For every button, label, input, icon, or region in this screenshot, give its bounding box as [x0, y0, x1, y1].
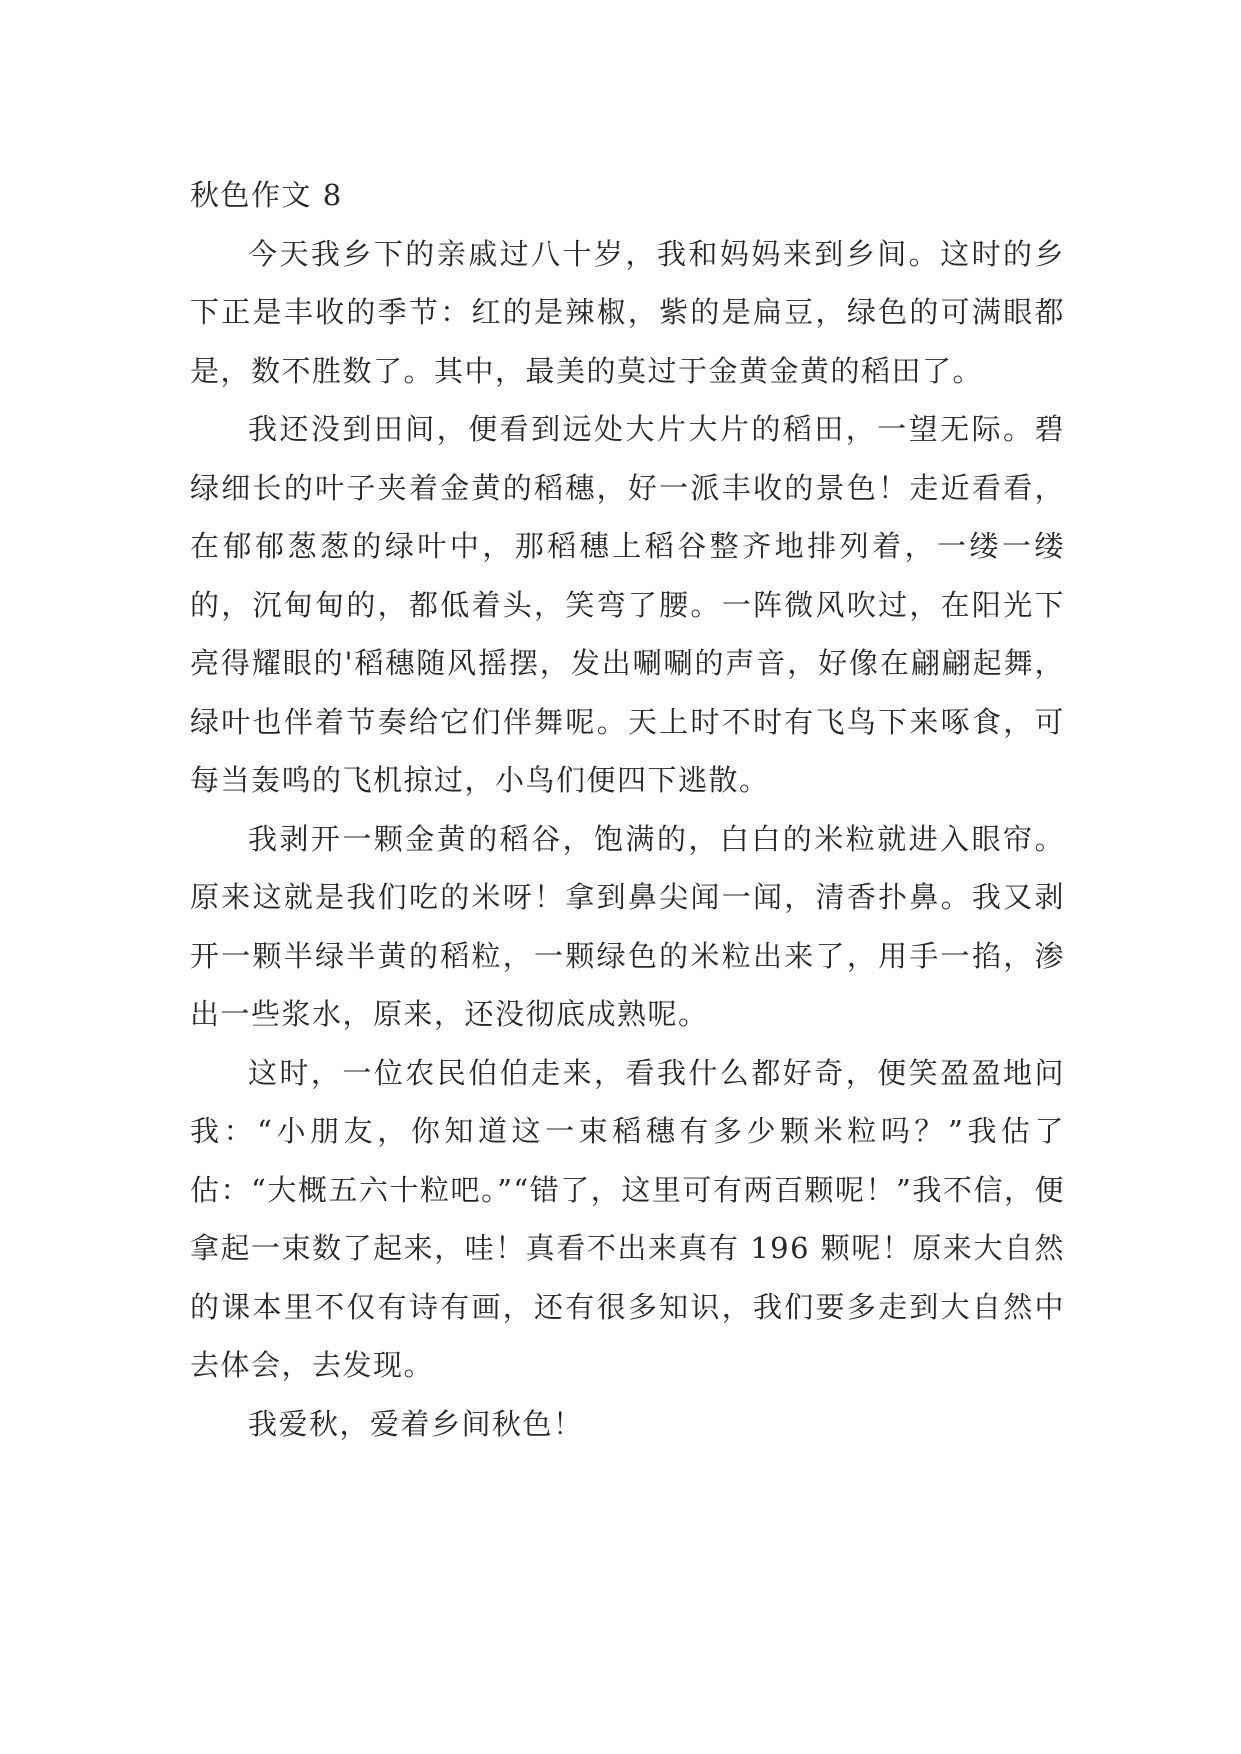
document-title: 秋色作文 8: [190, 178, 343, 212]
paragraph-3: 我剥开一颗金黄的稻谷，饱满的，白白的米粒就进入眼帘。原来这就是我们吃的米呀！拿到鼻尖闻一闻，清香扑鼻。我又剥开一颗半绿半黄的稻粒，一颗绿色的米粒出来了，用手一掐，渗出一些浆水，原来，还没彻底成熟呢。: [190, 821, 1065, 1031]
paragraph-1: 今天我乡下的亲戚过八十岁，我和妈妈来到乡间。这时的乡下正是丰收的季节：红的是辣椒，紫的是扁豆，绿色的可满眼都是，数不胜数了。其中，最美的莫过于金黄金黄的稻田了。: [190, 236, 1065, 388]
paragraph-2: 我还没到田间，便看到远处大片大片的稻田，一望无际。碧绿细长的叶子夹着金黄的稻穗，好一派丰收的景色！走近看看，在郁郁葱葱的绿叶中，那稻穗上稻谷整齐地排列着，一缕一缕的，沉甸甸的，都低着头，笑弯了腰。一阵微风吹过，在阳光下亮得耀眼的'稻穗随风摇摆，发出唰唰的声音，好像在翩翩起舞，绿叶也伴着节奏给它们伴舞呢。天上时不时有飞鸟下来啄食，可每当轰鸣的飞机掠过，小鸟们便四下逃散。: [190, 412, 1065, 797]
paragraph-5: 我爱秋，爱着乡间秋色！: [248, 1406, 584, 1441]
document-body: [190, 166, 1065, 1453]
paragraph-4: 这时，一位农民伯伯走来，看我什么都好奇，便笑盈盈地问我：“小朋友，你知道这一束稻穗有多少颗米粒吗？”我估了估：“大概五六十粒吧。”“错了，这里可有两百颗呢！”我不信，便拿起一束数了起来，哇！真看不出来真有 196 颗呢！原来大自然的课本里不仅有诗有画，还有很多知识，我们要多走到大自然中去体会，去发现。: [190, 1055, 1065, 1382]
